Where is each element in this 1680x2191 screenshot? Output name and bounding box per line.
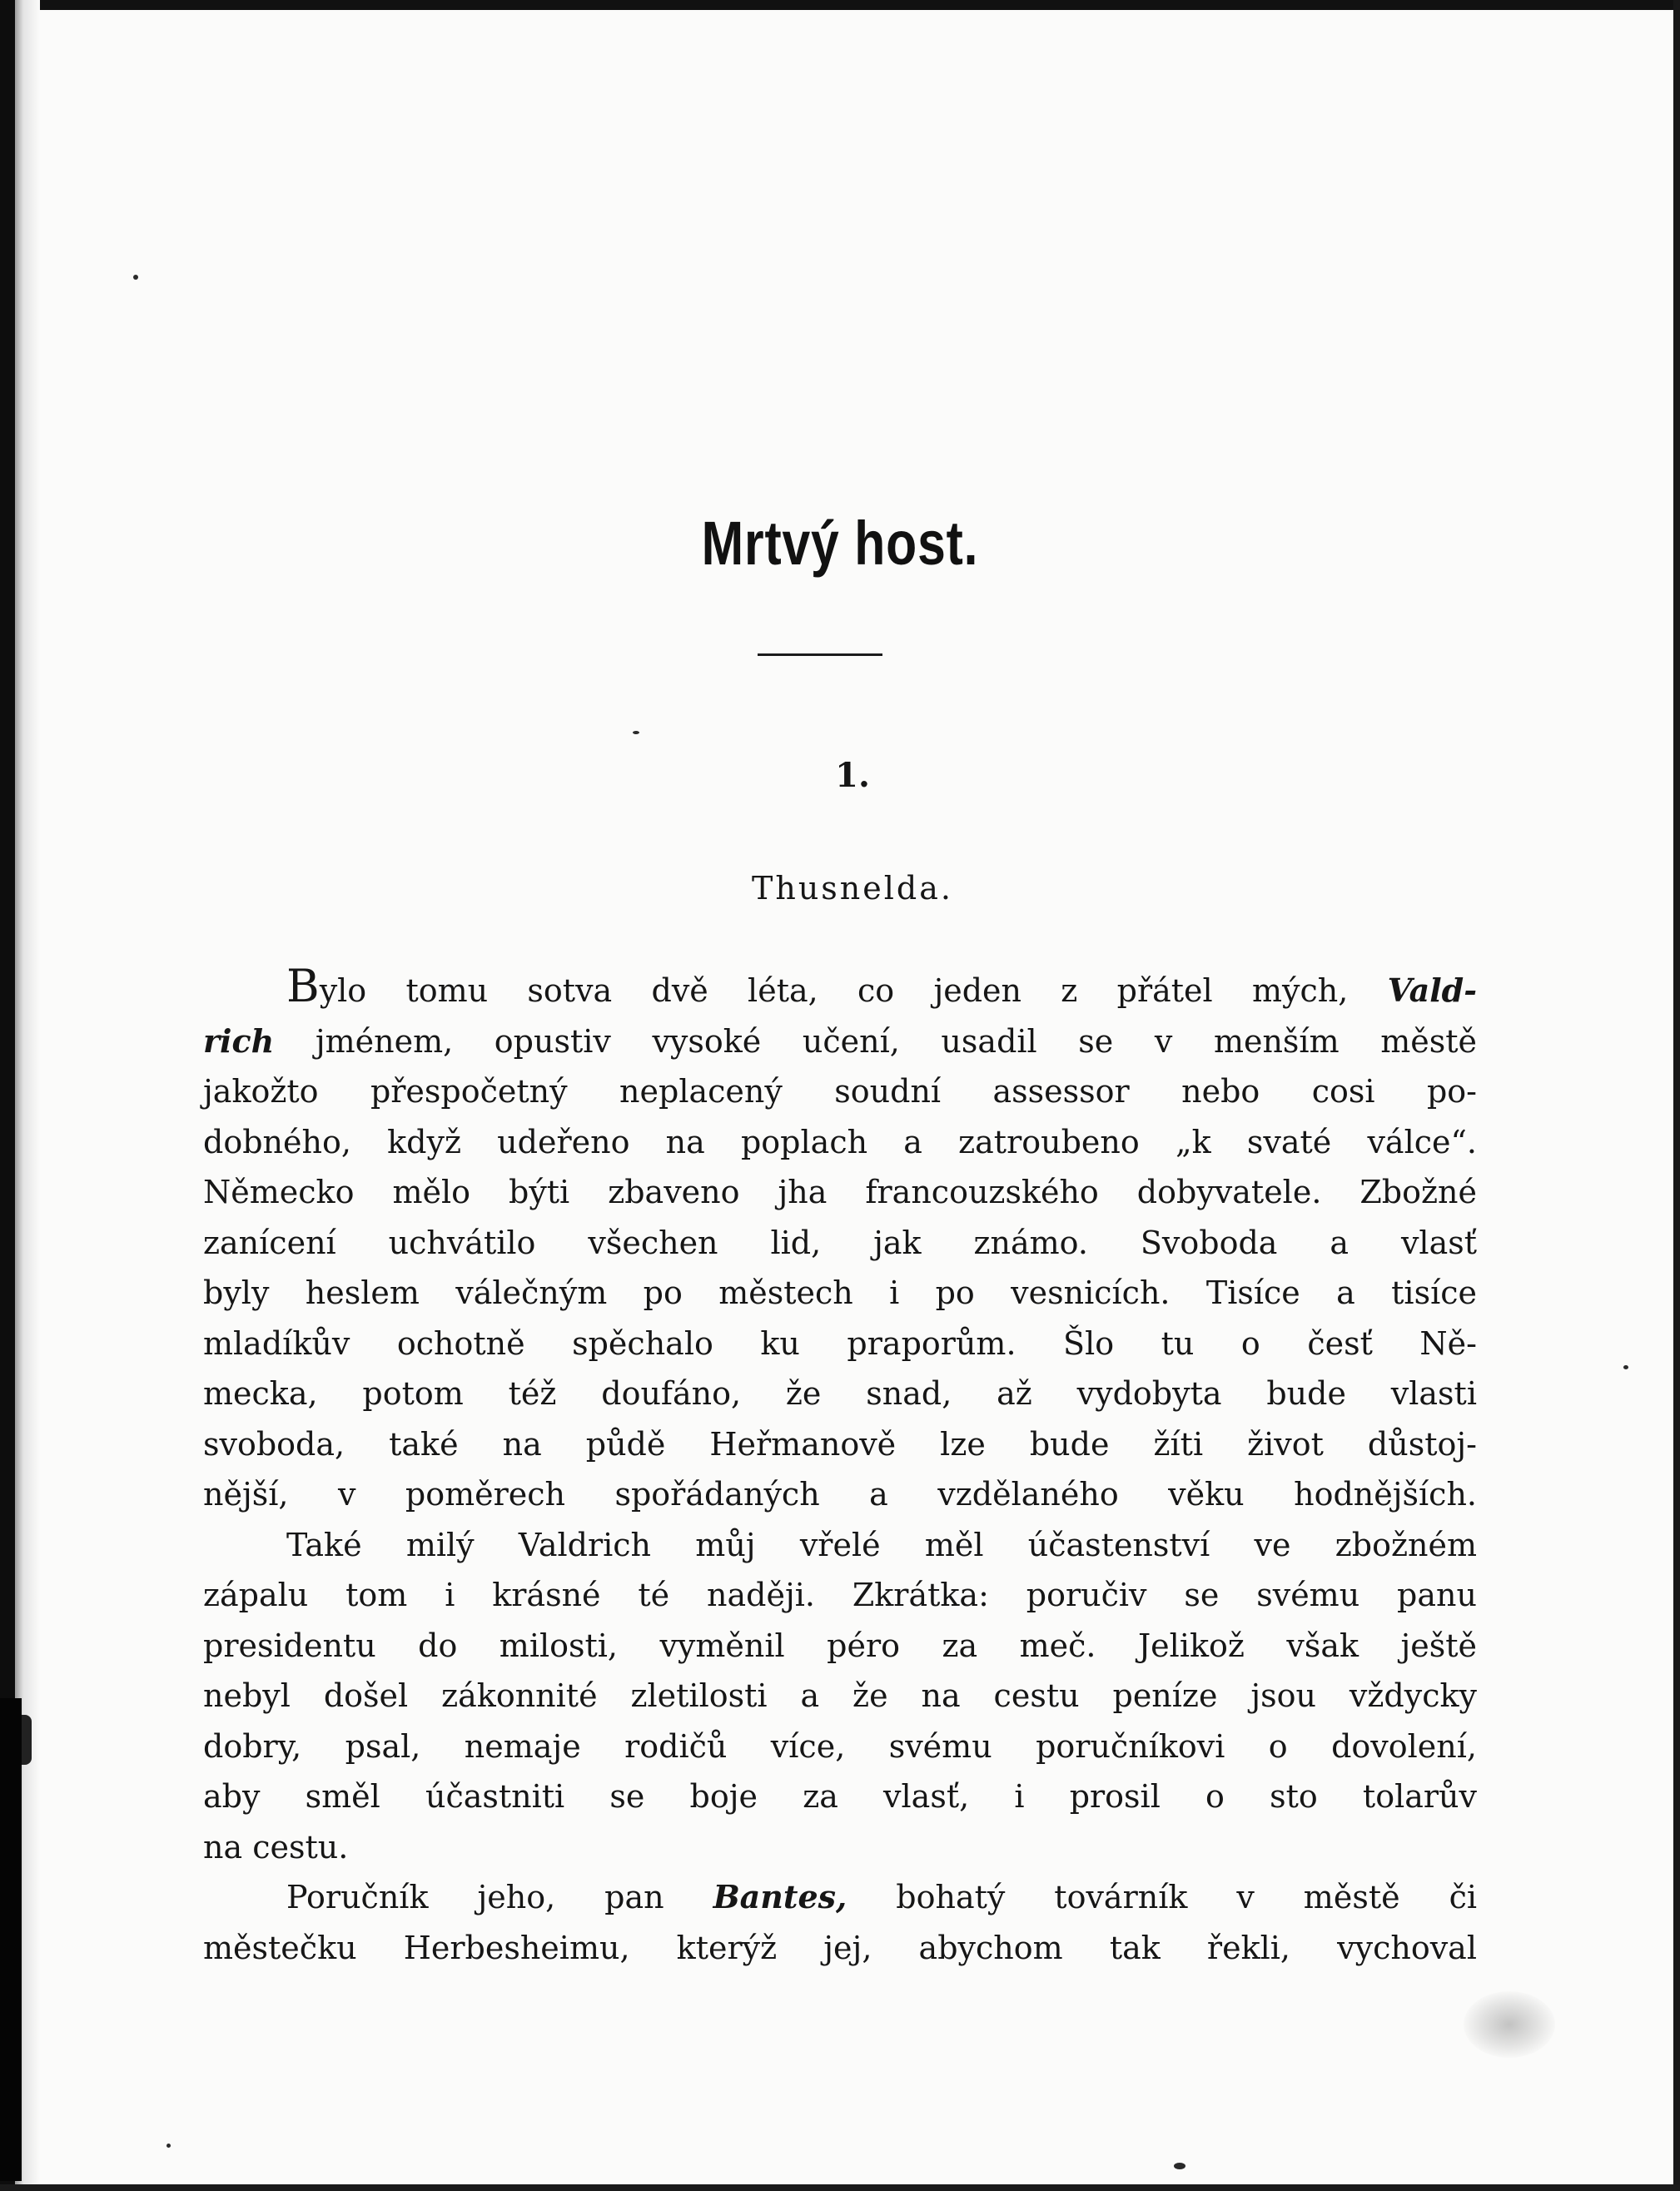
scan-edge-top	[0, 0, 1680, 10]
text-line	[203, 1771, 1477, 1822]
line-text: mladíkův ochotně spěchalo ku praporům. Šlo tu o česť Ně-	[203, 1324, 1477, 1362]
text-line	[203, 1722, 1477, 1772]
chapter-number: 1.	[835, 756, 870, 795]
binding-spine	[0, 1698, 22, 2181]
line-text: aby směl účastniti se boje za vlasť, i prosil o sto tolarův	[203, 1778, 1477, 1815]
paper-smudge	[1464, 1991, 1555, 2058]
line-text: bohatý továrník v městě či	[847, 1879, 1477, 1915]
binding-notch	[22, 1715, 32, 1765]
page-title: Mrtvý host.	[701, 509, 979, 578]
text-line	[203, 1167, 1477, 1218]
line-text: jakožto přespočetný neplacený soudní assessor nebo cosi po-	[203, 1073, 1477, 1110]
text-line	[203, 1319, 1477, 1369]
paper-speck	[633, 731, 639, 734]
line-text: dobry, psal, nemaje rodičů více, svému poručníkovi o dovolení,	[203, 1727, 1477, 1765]
chapter-title: Thusnelda.	[752, 870, 953, 907]
text-line	[203, 1117, 1477, 1168]
line-text: ylo tomu sotva dvě léta, co jeden z přátel mých,	[319, 972, 1388, 1009]
line-text: presidentu do milosti, vyměnil péro za meč. Jelikož však ještě	[203, 1627, 1477, 1664]
text-line	[203, 1218, 1477, 1269]
line-text: zanícení uchvátilo všechen lid, jak známo. Svoboda a vlasť	[203, 1224, 1477, 1261]
text-line	[203, 1621, 1477, 1672]
text-line	[203, 1469, 1477, 1520]
line-text: nebyl došel zákonnité zletilosti a že na cestu peníze jsou vždycky	[203, 1677, 1477, 1714]
text-line	[203, 1419, 1477, 1470]
text-line	[203, 1872, 1477, 1923]
paper-speck	[167, 2144, 171, 2148]
text-line	[203, 1671, 1477, 1722]
text-line	[203, 1570, 1477, 1621]
line-text: Také milý Valdrich můj vřelé měl účastenství ve zbožném	[286, 1526, 1477, 1563]
text-line	[203, 1520, 1477, 1571]
italic-name: Bantes,	[713, 1878, 847, 1915]
initial-letter: B	[286, 960, 320, 1012]
text-line	[203, 1822, 1477, 1873]
line-text: svoboda, také na půdě Heřmanově lze bude žíti život důstoj-	[203, 1425, 1477, 1463]
paper-speck	[133, 275, 138, 280]
text-line	[203, 1369, 1477, 1419]
line-text: Německo mělo býti zbaveno jha francouzského dobyvatele. Zbožné	[203, 1174, 1477, 1210]
italic-name: Vald-	[1387, 971, 1477, 1009]
line-text: městečku Herbesheimu, kterýž jej, abychom tak řekli, vychoval	[203, 1929, 1477, 1966]
line-text: mecka, potom též doufáno, že snad, až vydobyta bude vlasti	[203, 1375, 1477, 1412]
line-text: na cestu.	[203, 1828, 349, 1866]
text-line	[203, 1923, 1477, 1974]
scan-edge-bottom	[0, 2184, 1680, 2191]
line-text: zápalu tom i krásné té naději. Zkrátka: poručiv se svému panu	[203, 1577, 1477, 1613]
paper-speck	[1174, 2163, 1185, 2169]
line-text: Poručník jeho, pan	[286, 1879, 713, 1915]
body-text	[203, 960, 1477, 1973]
paper-speck	[1623, 1365, 1628, 1369]
title-divider	[758, 653, 882, 656]
line-text: nější, v poměrech spořádaných a vzdělaného věku hodnějších.	[203, 1476, 1477, 1513]
text-line	[203, 1066, 1477, 1117]
scan-edge-right	[1673, 0, 1680, 2191]
text-line	[203, 960, 1477, 1016]
text-line	[203, 1268, 1477, 1319]
line-text: jménem, opustiv vysoké učení, usadil se v menším městě	[274, 1022, 1477, 1060]
italic-name: rich	[203, 1021, 275, 1060]
line-text: dobného, když udeřeno na poplach a zatroubeno „k svaté válce“.	[203, 1123, 1477, 1160]
text-line	[203, 1016, 1477, 1067]
line-text: byly heslem válečným po městech i po vesnicích. Tisíce a tisíce	[203, 1274, 1477, 1311]
